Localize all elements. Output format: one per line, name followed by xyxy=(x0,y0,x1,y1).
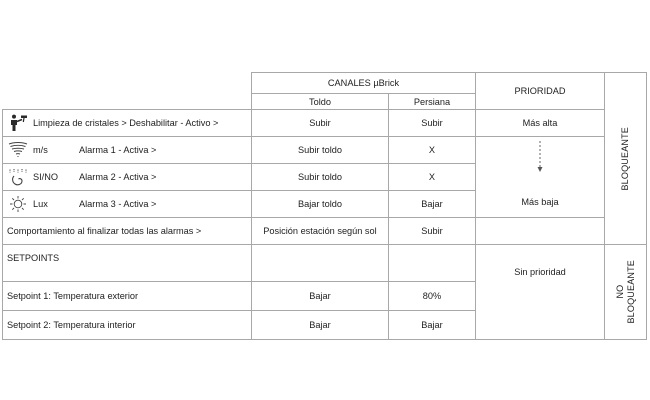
table-row xyxy=(3,110,647,137)
row-toldo: Posición estación según sol xyxy=(252,218,389,245)
setpoints-title: SETPOINTS xyxy=(3,245,252,282)
row-persiana: X xyxy=(389,137,476,164)
setpoint-toldo: Bajar xyxy=(252,311,389,340)
row-toldo: Subir toldo xyxy=(252,137,389,164)
arrow-down-icon xyxy=(535,139,545,175)
priority-low: Más baja xyxy=(521,197,559,207)
row-persiana: Subir xyxy=(389,218,476,245)
priority-empty-cell xyxy=(476,218,605,245)
sun-icon xyxy=(7,195,29,213)
side-non-blocking-label xyxy=(615,260,637,324)
table-row xyxy=(3,218,647,245)
setpoint-persiana: 80% xyxy=(389,282,476,311)
side-non-blocking-no: NO xyxy=(614,285,625,299)
row-toldo: Bajar toldo xyxy=(252,191,389,218)
row-label-cell xyxy=(3,137,252,164)
row-label-cell xyxy=(3,218,252,245)
alarm-priority-table xyxy=(2,72,647,340)
row-label: Alarma 1 - Activa > xyxy=(79,145,157,155)
row-unit: SI/NO xyxy=(33,172,59,182)
setpoints-empty-persiana xyxy=(389,245,476,282)
row-label: Comportamiento al finalizar todas las alarmas > xyxy=(7,226,202,236)
row-persiana: X xyxy=(389,164,476,191)
rain-icon xyxy=(7,168,29,186)
side-non-blocking xyxy=(605,245,647,340)
side-blocking-label: BLOQUEANTE xyxy=(620,126,630,191)
priority-none: Sin prioridad xyxy=(476,245,605,340)
window-cleaner-icon xyxy=(7,114,29,132)
row-label: Alarma 2 - Activa > xyxy=(79,172,157,182)
wind-icon xyxy=(7,141,29,159)
row-toldo: Subir toldo xyxy=(252,164,389,191)
row-unit: m/s xyxy=(33,145,48,155)
setpoint-label: Setpoint 1: Temperatura exterior xyxy=(3,282,252,311)
header-toldo: Toldo xyxy=(252,94,389,110)
row-label: Limpieza de cristales > Deshabilitar - Activo > xyxy=(33,118,219,128)
table-row xyxy=(3,137,647,164)
header-row-1 xyxy=(3,73,647,94)
row-label: Alarma 3 - Activa > xyxy=(79,199,157,209)
header-empty-cell xyxy=(3,73,252,110)
row-label-cell xyxy=(3,110,252,137)
setpoint-label: Setpoint 2: Temperatura interior xyxy=(3,311,252,340)
row-persiana: Bajar xyxy=(389,191,476,218)
row-persiana: Subir xyxy=(389,110,476,137)
row-unit: Lux xyxy=(33,199,48,209)
side-non-blocking-word: BLOQUEANTE xyxy=(625,260,636,324)
header-persiana: Persiana xyxy=(389,94,476,110)
setpoints-header-row xyxy=(3,245,647,282)
setpoint-toldo: Bajar xyxy=(252,282,389,311)
header-prioridad: PRIORIDAD xyxy=(476,73,605,110)
header-canales: CANALES µBrick xyxy=(252,73,476,94)
priority-high: Más alta xyxy=(476,110,605,137)
row-toldo: Subir xyxy=(252,110,389,137)
row-label-cell xyxy=(3,164,252,191)
priority-range-cell xyxy=(476,137,605,218)
setpoint-persiana: Bajar xyxy=(389,311,476,340)
row-label-cell xyxy=(3,191,252,218)
setpoints-empty-toldo xyxy=(252,245,389,282)
side-blocking xyxy=(605,73,647,245)
